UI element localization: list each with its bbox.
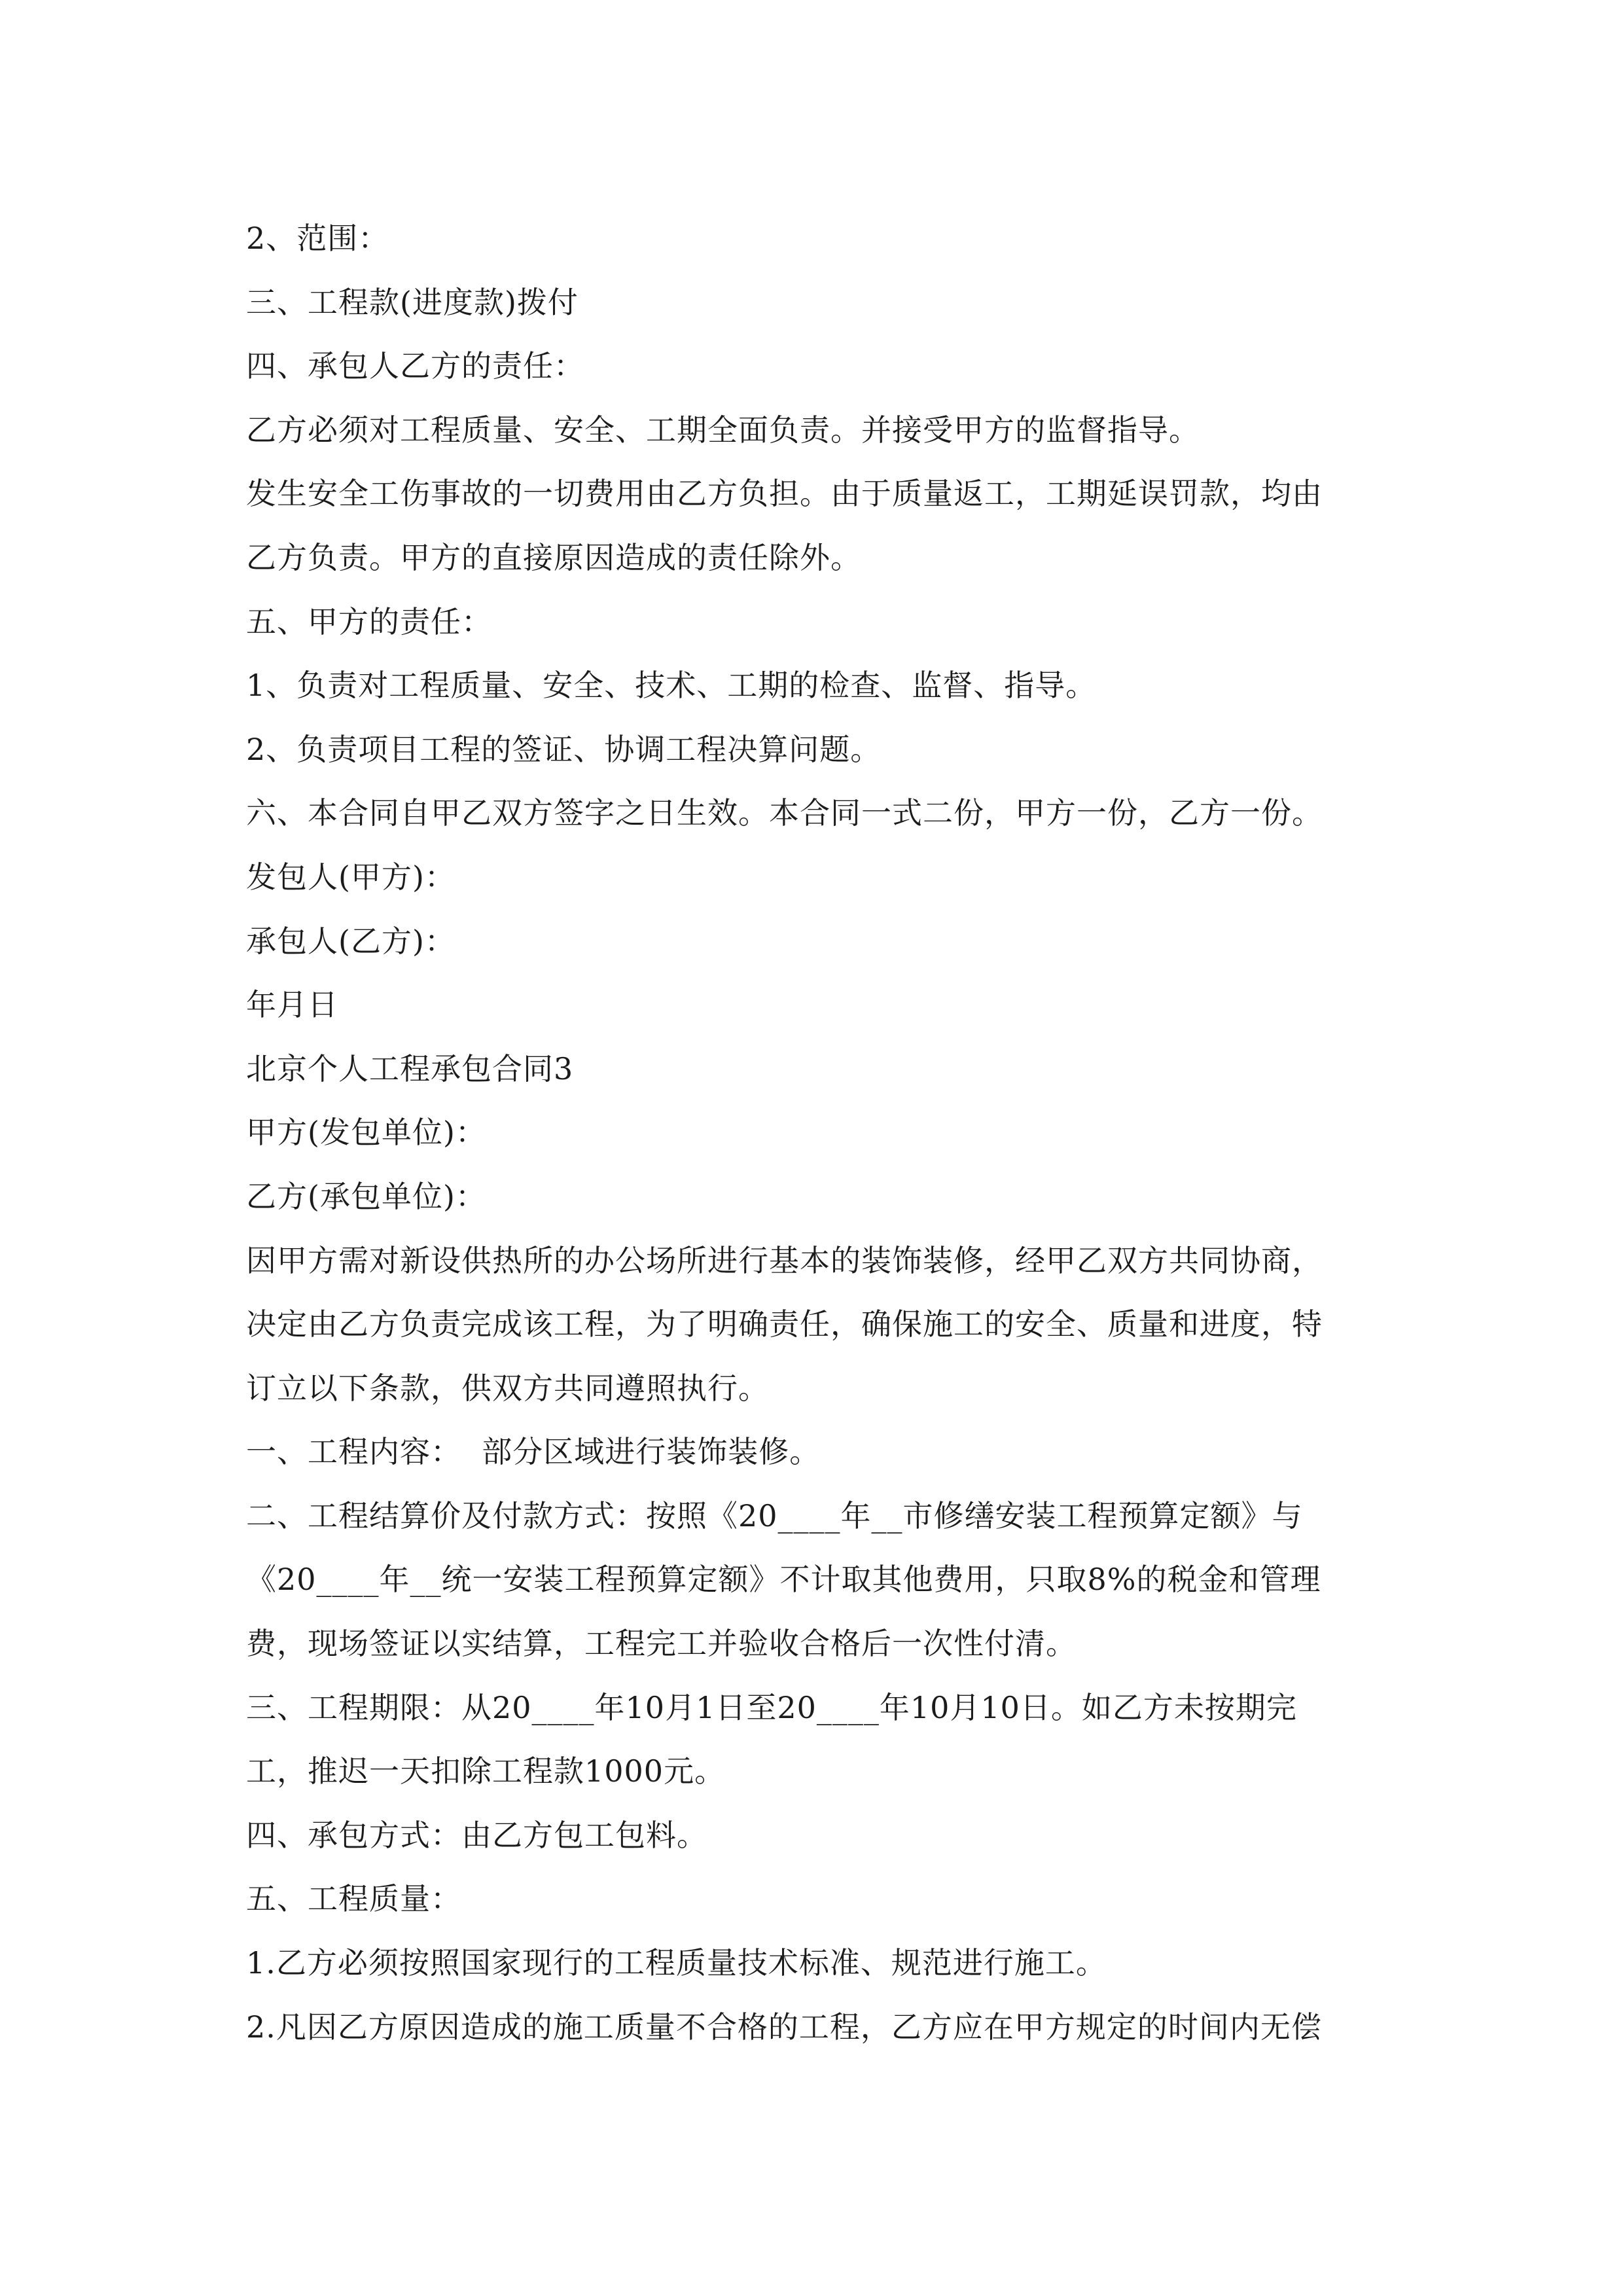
text-line: 因甲方需对新设供热所的办公场所进行基本的装饰装修，经甲乙双方共同协商，: [246, 1242, 1323, 1278]
text-line: 订立以下条款，供双方共同遵照执行。: [246, 1370, 769, 1406]
text-line: 发生安全工伤事故的一切费用由乙方负担。由于质量返工，工期延误罚款，均由: [246, 476, 1323, 512]
text-line: 一、工程内容： 部分区域进行装饰装修。: [246, 1434, 821, 1470]
text-line: 甲方(发包单位)：: [246, 1115, 486, 1151]
text-line: 2、负责项目工程的签证、协调工程决算问题。: [246, 731, 882, 767]
text-line: 三、工程期限：从20____年10月1日至20____年10月10日。如乙方未按期完: [246, 1689, 1297, 1725]
document-body: [246, 207, 1398, 2059]
text-line: 1.乙方必须按照国家现行的工程质量技术标准、规范进行施工。: [246, 1945, 1107, 1981]
text-line: 2、范围：: [246, 221, 389, 256]
text-line: 2.凡因乙方原因造成的施工质量不合格的工程，乙方应在甲方规定的时间内无偿: [246, 2009, 1322, 2045]
text-line: 四、承包方式：由乙方包工包料。: [246, 1817, 707, 1853]
text-line: 1、负责对工程质量、安全、技术、工期的检查、监督、指导。: [246, 668, 1097, 704]
text-line: 四、承包人乙方的责任：: [246, 348, 584, 384]
text-line: 三、工程款(进度款)拨付: [246, 284, 579, 320]
text-line: 六、本合同自甲乙双方签字之日生效。本合同一式二份，甲方一份，乙方一份。: [246, 795, 1323, 831]
section-title: 北京个人工程承包合同3: [246, 1050, 574, 1086]
text-line: 乙方负责。甲方的直接原因造成的责任除外。: [246, 539, 861, 575]
text-line: 乙方必须对工程质量、安全、工期全面负责。并接受甲方的监督指导。: [246, 412, 1200, 448]
text-line: 工，推迟一天扣除工程款1000元。: [246, 1753, 726, 1789]
text-line: 五、甲方的责任：: [246, 603, 492, 639]
text-line: 乙方(承包单位)：: [246, 1178, 486, 1214]
text-line: 二、工程结算价及付款方式：按照《20____年__市修缮安装工程预算定额》与: [246, 1498, 1303, 1534]
text-line: 发包人(甲方)：: [246, 859, 455, 895]
text-line: 决定由乙方负责完成该工程，为了明确责任，确保施工的安全、质量和进度，特: [246, 1306, 1323, 1342]
text-line: 五、工程质量：: [246, 1881, 461, 1917]
text-line: 年月日: [246, 987, 338, 1023]
text-line: 费，现场签证以实结算，工程完工并验收合格后一次性付清。: [246, 1626, 1077, 1662]
text-line: 《20____年__统一安装工程预算定额》不计取其他费用，只取8%的税金和管理: [246, 1562, 1321, 1598]
text-line: 承包人(乙方)：: [246, 923, 455, 959]
